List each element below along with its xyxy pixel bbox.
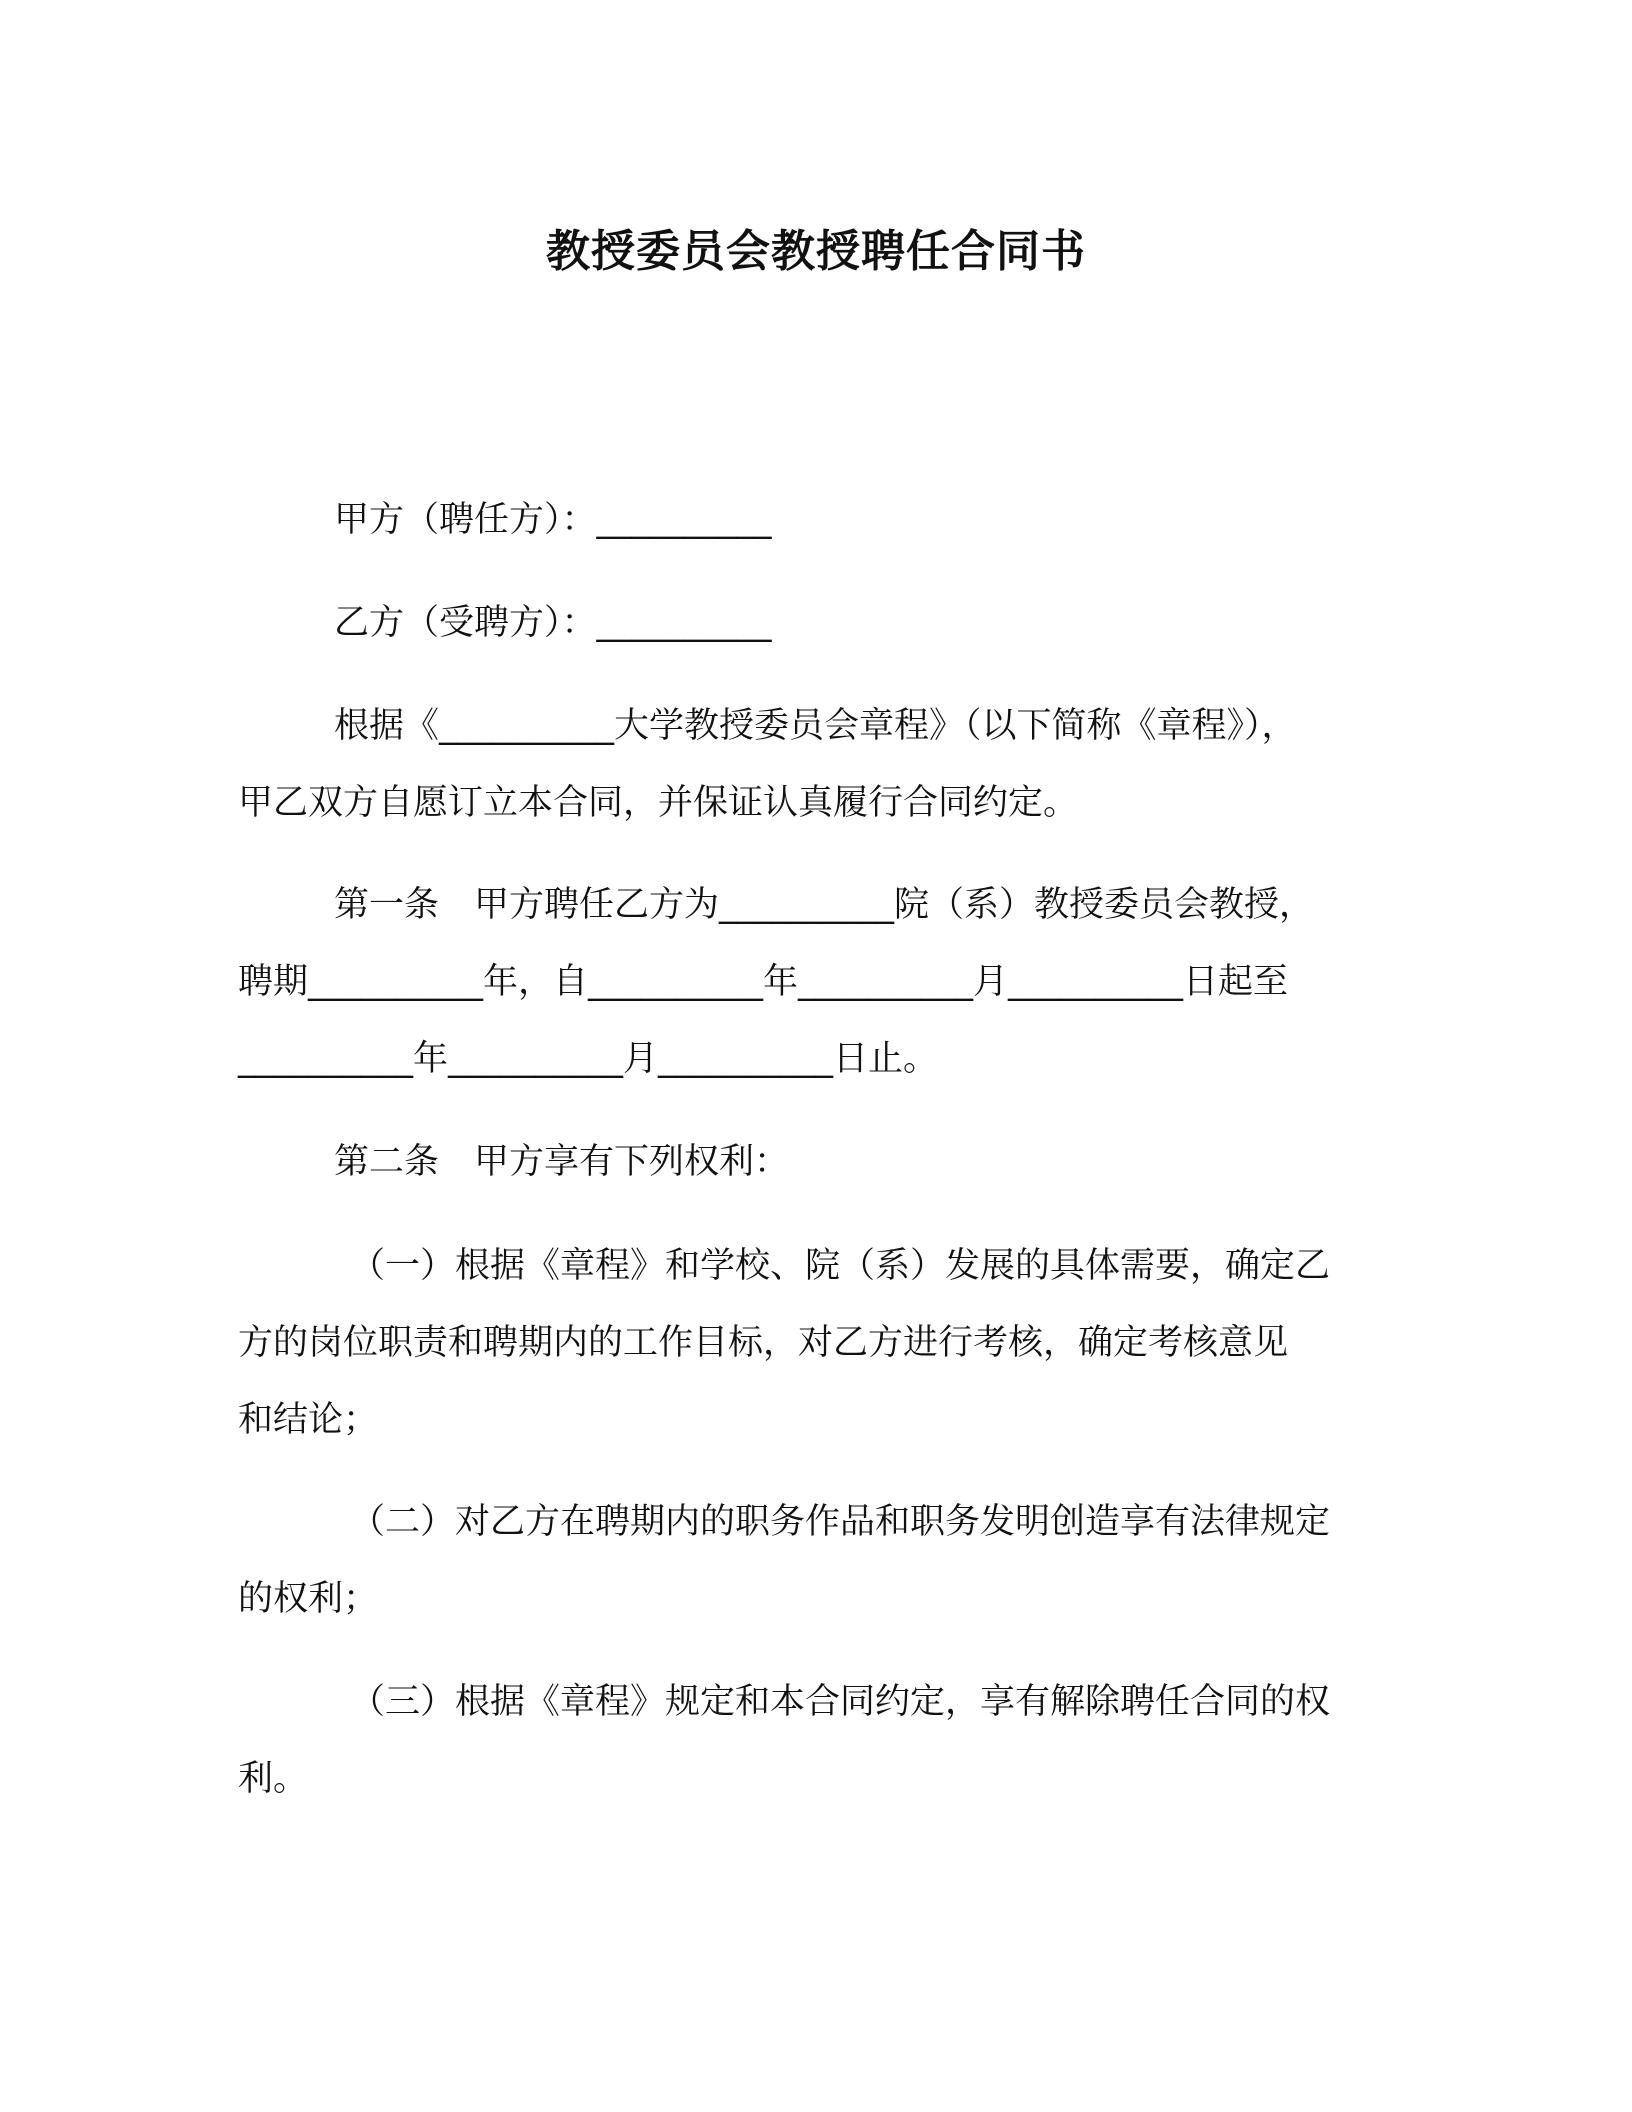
item-1-line-1: （一）根据《章程》和学校、院（系）发展的具体需要，确定乙 xyxy=(350,1246,1331,1286)
item-1-line-2: 方的岗位职责和聘期内的工作目标，对乙方进行考核，确定考核意见 xyxy=(238,1323,1289,1363)
item-3-line-2: 利。 xyxy=(238,1759,309,1799)
article-1-line-2: 聘期__________年，自__________年__________月__________日起至 xyxy=(238,962,1289,1002)
preamble-line-2: 甲乙双方自愿订立本合同，并保证认真履行合同约定。 xyxy=(238,783,1079,823)
item-3-line-1: （三）根据《章程》规定和本合同约定，享有解除聘任合同的权 xyxy=(350,1682,1331,1722)
item-2-line-1: （二）对乙方在聘期内的职务作品和职务发明创造享有法律规定 xyxy=(350,1502,1331,1542)
article-1-line-3: __________年__________月__________日止。 xyxy=(238,1039,939,1079)
party-b-line: 乙方（受聘方）：__________ xyxy=(334,603,772,643)
party-a-line: 甲方（聘任方）：__________ xyxy=(334,500,772,540)
preamble-line-1: 根据《__________大学教授委员会章程》（以下简称《章程》）， xyxy=(334,706,1297,746)
item-1-line-3: 和结论； xyxy=(238,1400,379,1440)
document-title: 教授委员会教授聘任合同书 xyxy=(546,226,1086,277)
article-2-heading: 第二条 甲方享有下列权利： xyxy=(334,1142,790,1182)
item-2-line-2: 的权利； xyxy=(238,1579,379,1619)
article-1-line-1: 第一条 甲方聘任乙方为__________院（系）教授委员会教授， xyxy=(334,885,1315,925)
